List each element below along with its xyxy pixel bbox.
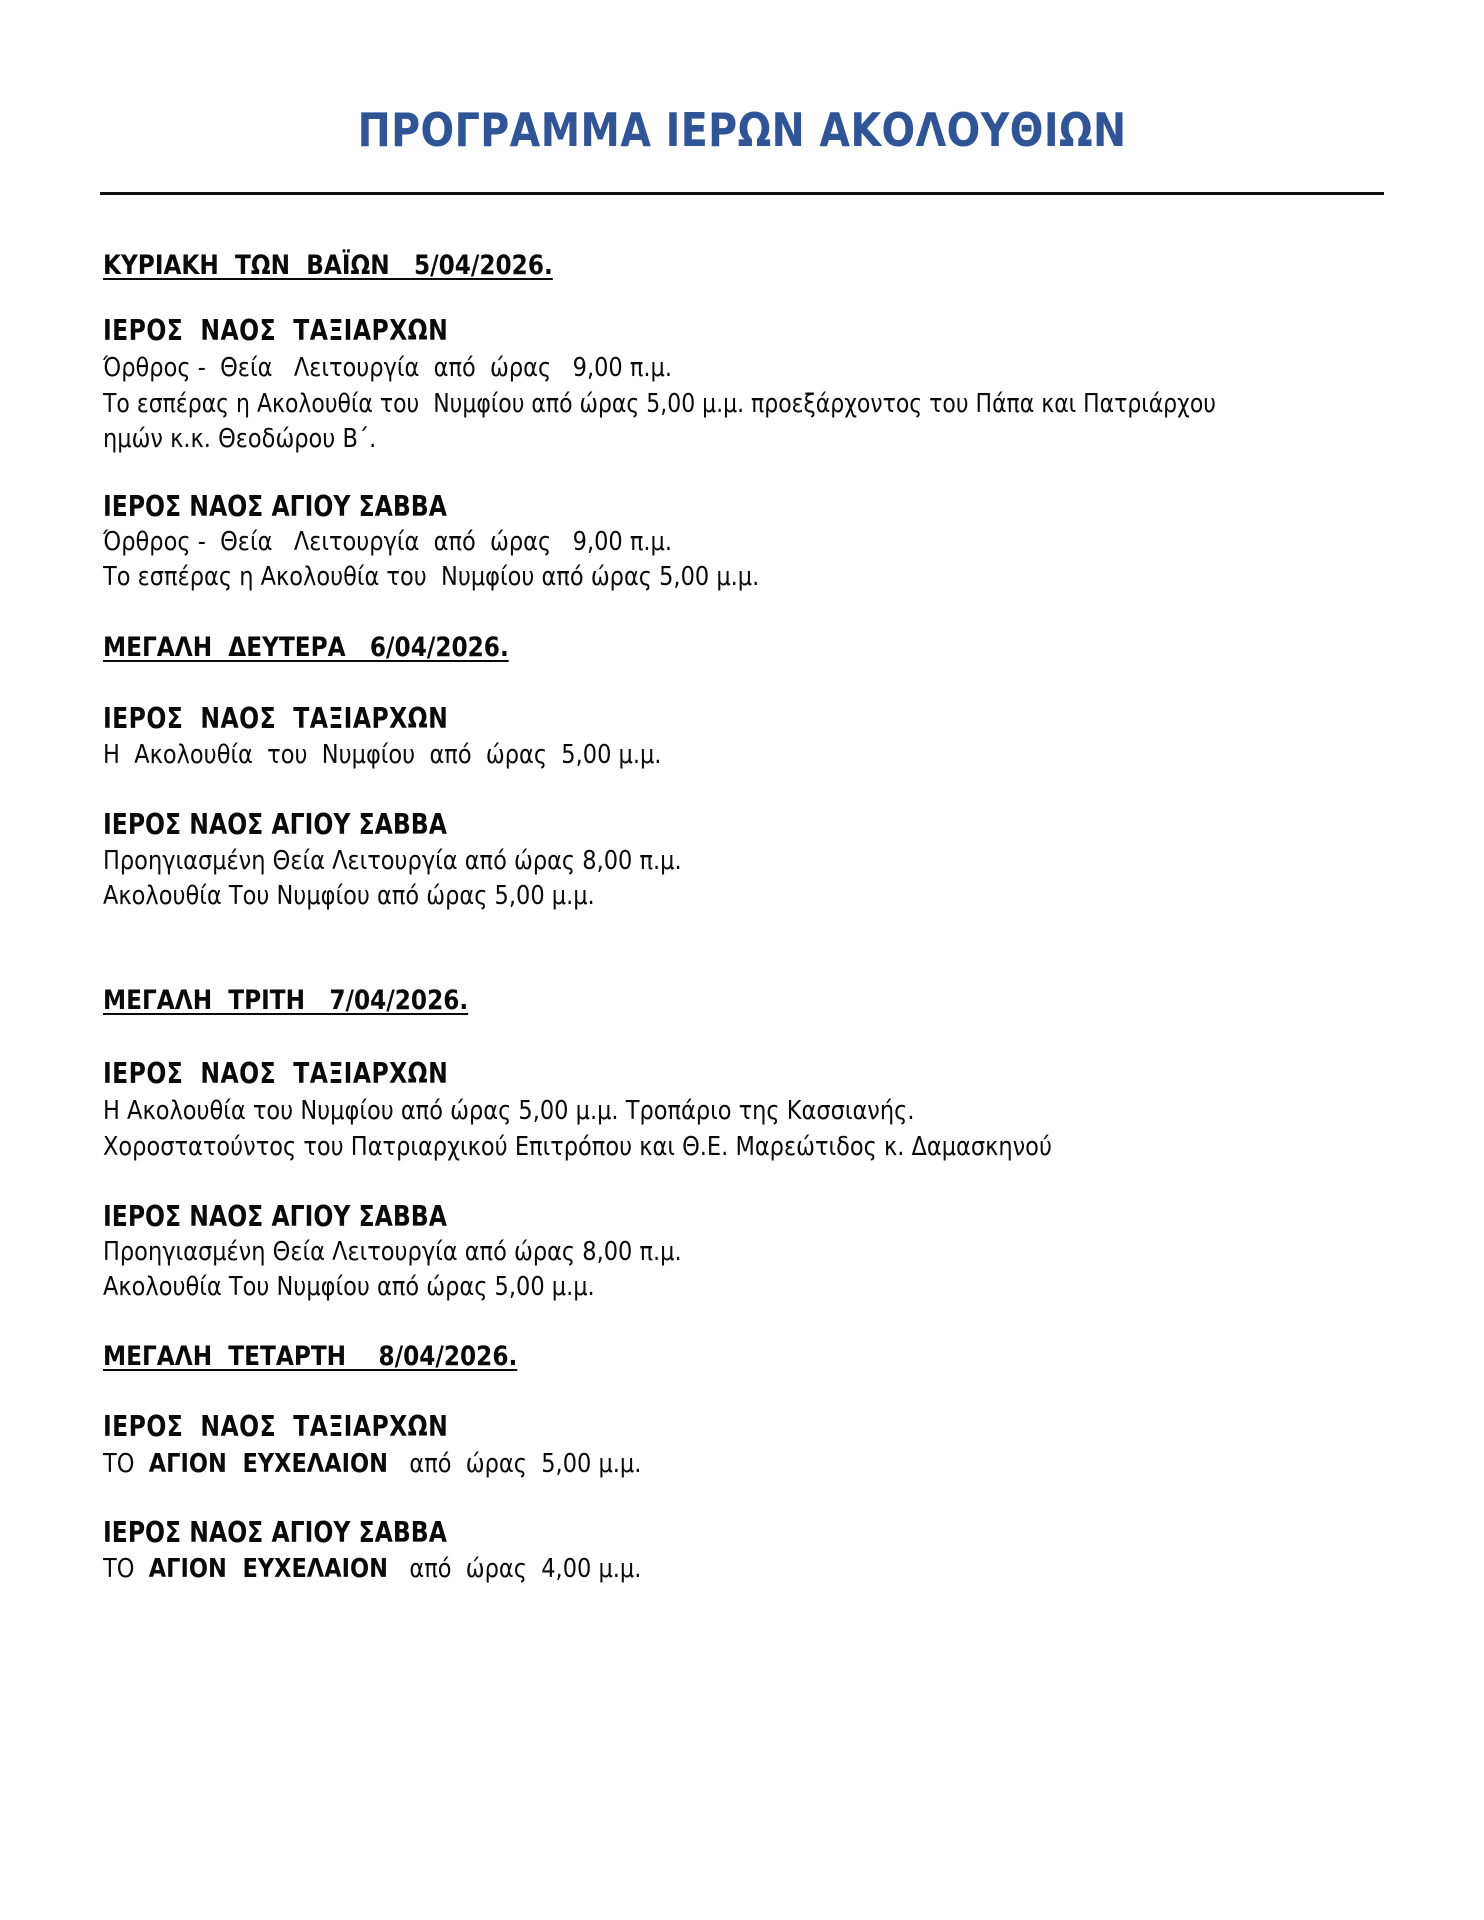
church-name: ΙΕΡΟΣ ΝΑΟΣ ΑΓΙΟΥ ΣΑΒΒΑ <box>103 808 447 841</box>
church-name: ΙΕΡΟΣ ΝΑΟΣ ΤΑΞΙΑΡΧΩΝ <box>103 1410 449 1443</box>
service-line: Το εσπέρας η Ακολουθία του Νυμφίου από ώρας 5,00 μ.μ. προεξάρχοντος του Πάπα και Πατριάρχου <box>103 389 1216 419</box>
service-line: Ακολουθία Του Νυμφίου από ώρας 5,00 μ.μ. <box>103 1272 595 1302</box>
service-line: Όρθρος - Θεία Λειτουργία από ώρας 9,00 π.μ. <box>103 527 673 557</box>
day-heading: ΜΕΓΑΛΗ ΤΕΤΑΡΤΗ 8/04/2026. <box>103 1341 518 1372</box>
church-name: ΙΕΡΟΣ ΝΑΟΣ ΤΑΞΙΑΡΧΩΝ <box>103 702 449 735</box>
day-heading: ΚΥΡΙΑΚΗ ΤΩΝ ΒΑΪΩΝ 5/04/2026. <box>103 250 553 281</box>
service-line: Χοροστατούντος του Πατριαρχικού Επιτρόπου και Θ.Ε. Μαρεώτιδος κ. Δαμασκηνού <box>103 1132 1052 1162</box>
service-line: ημών κ.κ. Θεοδώρου Β΄. <box>103 424 377 454</box>
church-name: ΙΕΡΟΣ ΝΑΟΣ ΤΑΞΙΑΡΧΩΝ <box>103 314 449 347</box>
day-heading: ΜΕΓΑΛΗ ΤΡΙΤΗ 7/04/2026. <box>103 985 469 1016</box>
service-line <box>103 1448 641 1480</box>
service-time: από ώρας 4,00 μ.μ. <box>387 1554 642 1584</box>
title-divider <box>100 192 1384 195</box>
service-time: από ώρας 5,00 μ.μ. <box>387 1449 642 1479</box>
service-line: Η Ακολουθία του Νυμφίου από ώρας 5,00 μ.μ. <box>103 740 662 770</box>
service-line: Προηγιασμένη Θεία Λειτουργία από ώρας 8,00 π.μ. <box>103 1237 682 1267</box>
service-line: Το εσπέρας η Ακολουθία του Νυμφίου από ώρας 5,00 μ.μ. <box>103 562 760 592</box>
page-title-text: ΠΡΟΓΡΑΜΜΑ ΙΕΡΩΝ ΑΚΟΛΟΥΘΙΩΝ <box>357 103 1127 157</box>
church-name: ΙΕΡΟΣ ΝΑΟΣ ΤΑΞΙΑΡΧΩΝ <box>103 1057 449 1090</box>
service-line: Ακολουθία Του Νυμφίου από ώρας 5,00 μ.μ. <box>103 881 595 911</box>
service-prefix: ΤΟ <box>103 1554 149 1584</box>
service-line: Όρθρος - Θεία Λειτουργία από ώρας 9,00 π.μ. <box>103 353 673 383</box>
service-name-bold: ΑΓΙΟΝ ΕΥΧΕΛΑΙΟΝ <box>148 1554 388 1584</box>
church-name: ΙΕΡΟΣ ΝΑΟΣ ΑΓΙΟΥ ΣΑΒΒΑ <box>103 490 447 523</box>
service-line: Η Ακολουθία του Νυμφίου από ώρας 5,00 μ.μ. Τροπάριο της Κασσιανής. <box>103 1096 915 1126</box>
day-heading: ΜΕΓΑΛΗ ΔΕΥΤΕΡΑ 6/04/2026. <box>103 632 509 663</box>
service-name-bold: ΑΓΙΟΝ ΕΥΧΕΛΑΙΟΝ <box>148 1449 388 1479</box>
service-line <box>103 1553 641 1585</box>
service-prefix: ΤΟ <box>103 1449 149 1479</box>
church-name: ΙΕΡΟΣ ΝΑΟΣ ΑΓΙΟΥ ΣΑΒΒΑ <box>103 1516 447 1549</box>
page-title <box>0 104 1484 156</box>
church-name: ΙΕΡΟΣ ΝΑΟΣ ΑΓΙΟΥ ΣΑΒΒΑ <box>103 1200 447 1233</box>
service-line: Προηγιασμένη Θεία Λειτουργία από ώρας 8,00 π.μ. <box>103 846 682 876</box>
